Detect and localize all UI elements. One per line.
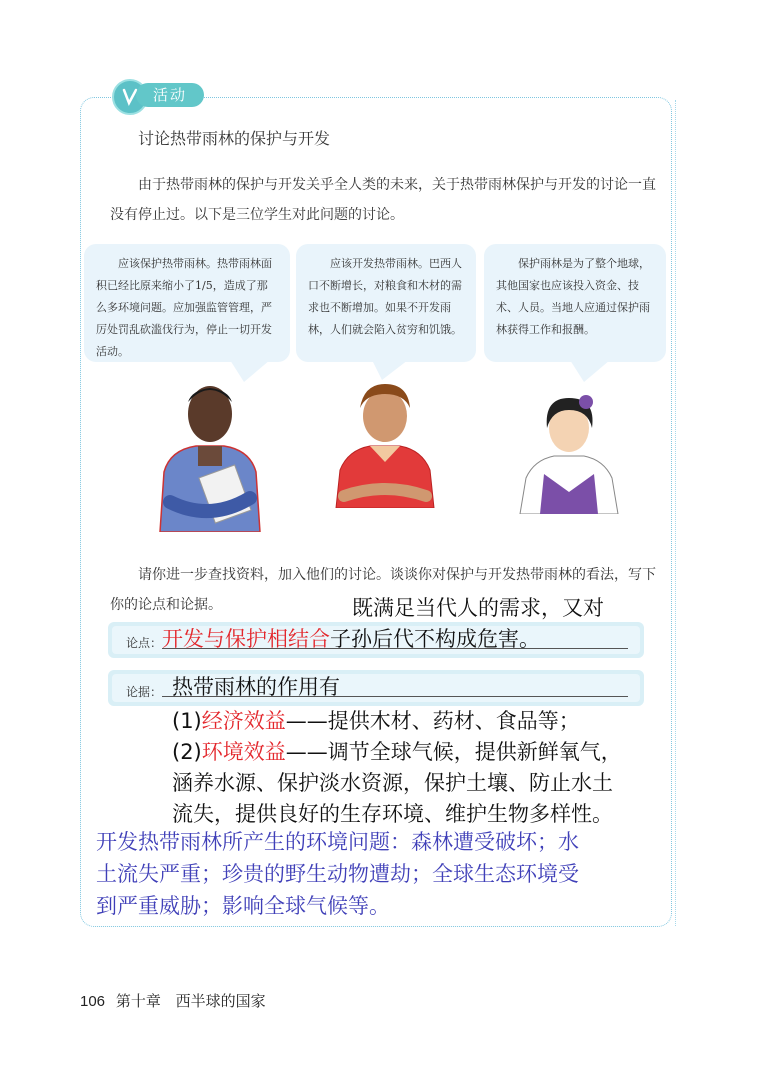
evidence-1-num: (1) <box>172 709 202 733</box>
speech-bubble-2: 应该开发热带雨林。巴西人口不断增长，对粮食和木材的需求也不断增加。如果不开发雨林，人们就会陷入贫穷和饥饿。 <box>296 244 476 362</box>
evidence-2-rest: ——调节全球气候，提供新鲜氧气， <box>285 740 622 764</box>
handwriting-evidence-2 <box>172 736 622 766</box>
student-illustration-1 <box>150 372 270 532</box>
handwriting-blue-3: 到严重威胁；影响全球气候等。 <box>96 894 390 918</box>
frame-shade <box>671 100 676 926</box>
student-illustration-3 <box>514 388 624 514</box>
speech-tail-2 <box>372 360 408 380</box>
handwriting-point-red: 开发与保护相结合 <box>162 627 330 651</box>
activity-badge <box>112 79 202 107</box>
handwriting-line-0: 既满足当代人的需求，又对 <box>352 596 604 620</box>
handwriting-evidence-4: 流失，提供良好的生存环境、维护生物多样性。 <box>172 802 613 826</box>
handwriting-blue-1: 开发热带雨林所产生的环境问题：森林遭受破坏；水 <box>96 830 579 854</box>
page-number: 106 <box>80 993 106 1010</box>
activity-title: 讨论热带雨林的保护与开发 <box>138 129 331 148</box>
speech-bubble-1: 应该保护热带雨林。热带雨林面积已经比原来缩小了1/5，造成了那么多环境问题。应加强监管管理，严厉处罚乱砍滥伐行为，停止一切开发活动。 <box>84 244 290 362</box>
lundian-label: 论点： <box>126 636 163 650</box>
lunju-label: 论据： <box>126 685 163 699</box>
speech-tail-3 <box>570 360 610 382</box>
handwriting-evidence-3: 涵养水源、保护淡水资源，保护土壤、防止水土 <box>172 771 613 795</box>
speech-bubble-3: 保护雨林是为了整个地球，其他国家也应该投入资金、技术、人员。当地人应通过保护雨林获得工作和报酬。 <box>484 244 666 362</box>
student-illustration-2 <box>330 378 440 508</box>
evidence-1-red: 经济效益 <box>201 709 286 733</box>
handwriting-evidence-1 <box>172 705 580 735</box>
activity-label: 活动 <box>136 83 204 107</box>
prompt-text: 请你进一步查找资料，加入他们的讨论。谈谈你对保护与开发热带雨林的看法，写下你的论点和论据。 <box>110 567 656 613</box>
chapter-number: 第十章 <box>115 992 161 1010</box>
evidence-2-red: 环境效益 <box>201 740 286 764</box>
chapter-title: 西半球的国家 <box>175 992 266 1010</box>
handwriting-point <box>162 623 540 653</box>
handwriting-blue-2: 土流失严重；珍贵的野生动物遭劫；全球生态环境受 <box>96 862 579 886</box>
evidence-1-rest: ——提供木材、药材、食品等； <box>285 709 580 733</box>
handwriting-evidence-intro: 热带雨林的作用有 <box>172 675 340 699</box>
intro-text: 由于热带雨林的保护与开发关乎全人类的未来，关于热带雨林保护与开发的讨论一直没有停止过。以下是三位学生对此问题的讨论。 <box>110 177 656 223</box>
evidence-2-num: (2) <box>172 740 202 764</box>
handwriting-point-rest: 子孙后代不构成危害。 <box>330 627 540 651</box>
page-footer <box>80 990 266 1011</box>
